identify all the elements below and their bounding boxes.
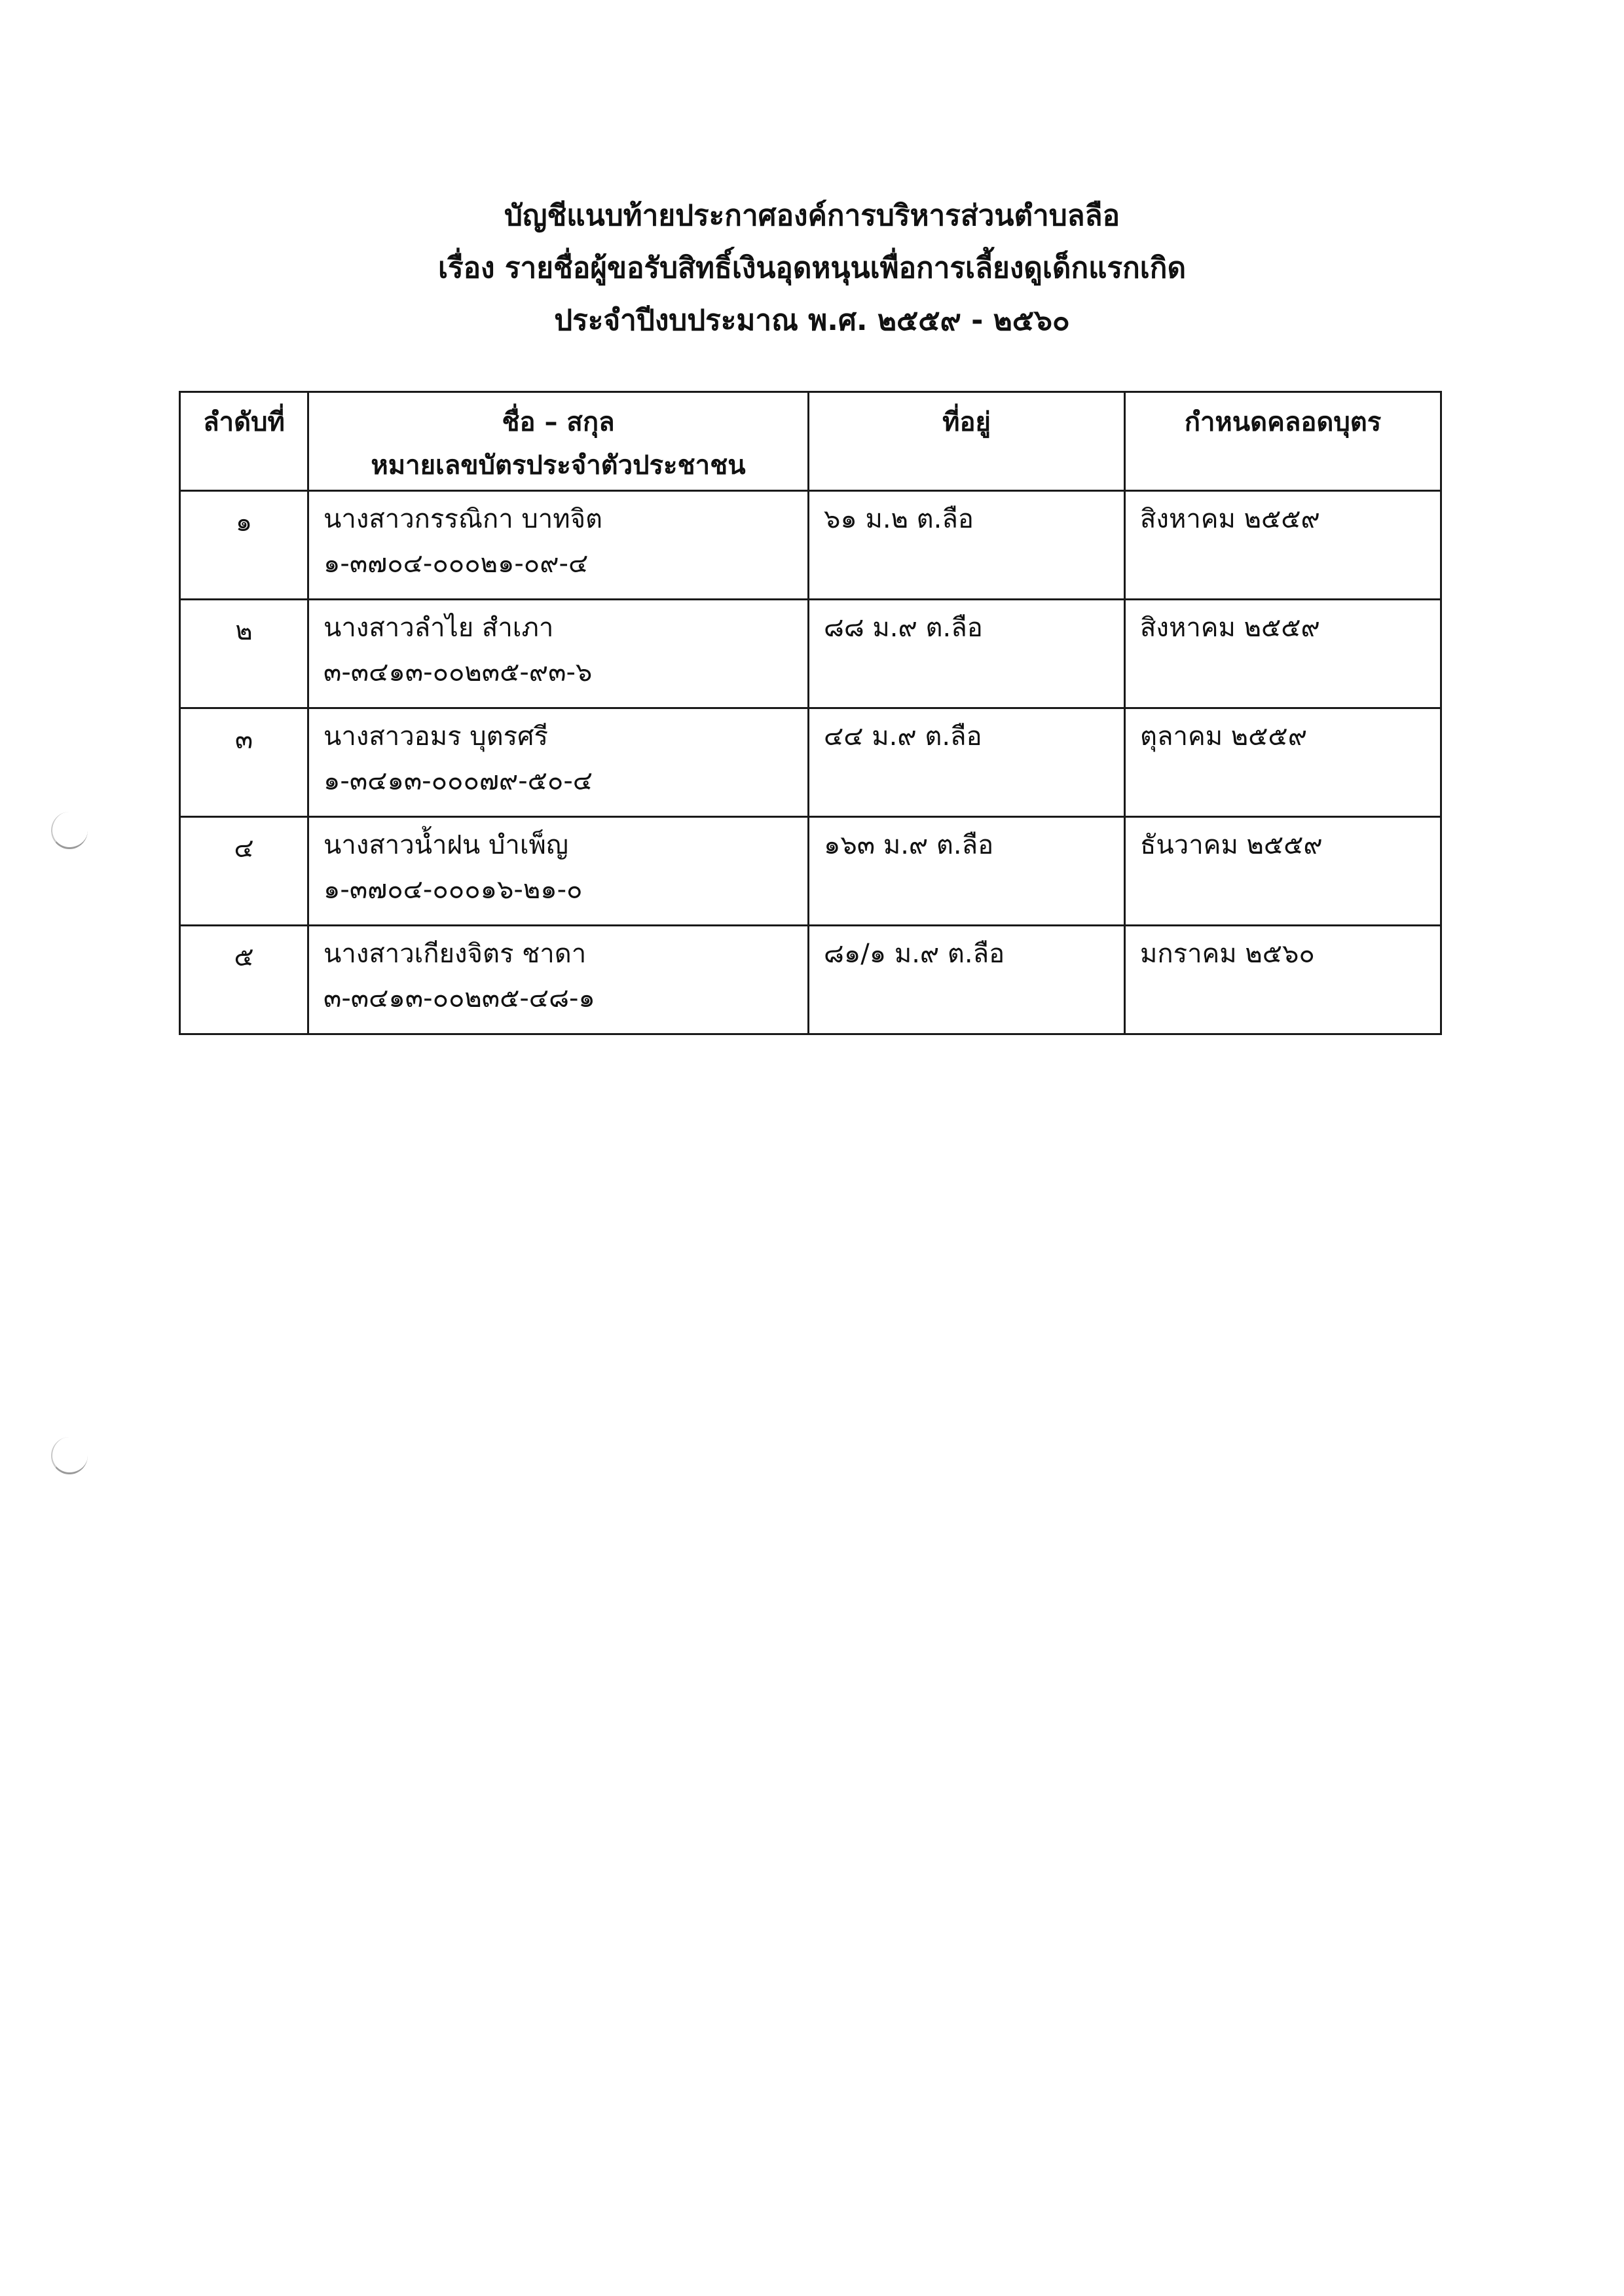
row-name-cell xyxy=(308,491,809,600)
row-id-number: ๓-๓๔๑๓-๐๐๒๓๕-๙๓-๖ xyxy=(323,657,593,687)
row-name: นางสาวกรรณิกา บาทจิต xyxy=(323,504,602,534)
header-name-label: ชื่อ – สกุล xyxy=(502,407,615,437)
punch-hole-mark xyxy=(51,812,88,849)
row-address: ๖๑ ม.๒ ต.ลือ xyxy=(809,491,1125,600)
row-name-cell xyxy=(308,817,809,926)
row-due-date: มกราคม ๒๕๖๐ xyxy=(1125,926,1441,1034)
document-subject: เรื่อง รายชื่อผู้ขอรับสิทธิ์เงินอุดหนุนเพื่อการเลี้ยงดูเด็กแรกเกิด xyxy=(437,251,1187,285)
row-number: ๔ xyxy=(180,817,308,926)
row-name: นางสาวอมร บุตรศรี xyxy=(323,721,548,752)
header-due-label: กำหนดคลอดบุตร xyxy=(1184,407,1382,437)
header-name xyxy=(308,392,809,491)
row-due-date: ตุลาคม ๒๕๕๙ xyxy=(1125,708,1441,817)
row-number: ๕ xyxy=(180,926,308,1034)
header-no xyxy=(180,392,308,491)
table-row xyxy=(180,600,1441,708)
row-name-cell xyxy=(308,926,809,1034)
table-header-row xyxy=(180,392,1441,491)
row-number: ๓ xyxy=(180,708,308,817)
table-row xyxy=(180,708,1441,817)
row-number: ๒ xyxy=(180,600,308,708)
document-fiscal-year: ประจำปีงบประมาณ พ.ศ. ๒๕๕๙ - ๒๕๖๐ xyxy=(554,304,1070,337)
row-name: นางสาวน้ำฝน บำเพ็ญ xyxy=(323,830,568,860)
header-id-label: หมายเลขบัตรประจำตัวประชาชน xyxy=(371,450,746,481)
document-header xyxy=(0,190,1624,347)
header-address xyxy=(809,392,1125,491)
beneficiary-table xyxy=(179,391,1442,1035)
row-name-cell xyxy=(308,708,809,817)
row-address: ๘๘ ม.๙ ต.ลือ xyxy=(809,600,1125,708)
table-row xyxy=(180,926,1441,1034)
row-id-number: ๑-๓๔๑๓-๐๐๐๗๙-๕๐-๔ xyxy=(323,766,593,796)
row-address: ๔๔ ม.๙ ต.ลือ xyxy=(809,708,1125,817)
row-id-number: ๓-๓๔๑๓-๐๐๒๓๕-๔๘-๑ xyxy=(323,983,595,1013)
document-title: บัญชีแนบท้ายประกาศองค์การบริหารส่วนตำบลลือ xyxy=(504,199,1120,232)
row-number: ๑ xyxy=(180,491,308,600)
header-due xyxy=(1125,392,1441,491)
row-name: นางสาวลำไย สำเภา xyxy=(323,613,554,643)
row-address: ๑๖๓ ม.๙ ต.ลือ xyxy=(809,817,1125,926)
row-name: นางสาวเกียงจิตร ชาดา xyxy=(323,939,587,969)
row-due-date: ธันวาคม ๒๕๕๙ xyxy=(1125,817,1441,926)
header-no-label: ลำดับที่ xyxy=(203,407,285,437)
table-row xyxy=(180,491,1441,600)
row-id-number: ๑-๓๗๐๔-๐๐๐๒๑-๐๙-๔ xyxy=(323,549,589,579)
header-address-label: ที่อยู่ xyxy=(942,407,991,437)
punch-hole-mark xyxy=(51,1437,88,1474)
row-id-number: ๑-๓๗๐๔-๐๐๐๑๖-๒๑-๐ xyxy=(323,875,583,905)
row-due-date: สิงหาคม ๒๕๕๙ xyxy=(1125,600,1441,708)
row-name-cell xyxy=(308,600,809,708)
row-address: ๘๑/๑ ม.๙ ต.ลือ xyxy=(809,926,1125,1034)
table-row xyxy=(180,817,1441,926)
row-due-date: สิงหาคม ๒๕๕๙ xyxy=(1125,491,1441,600)
